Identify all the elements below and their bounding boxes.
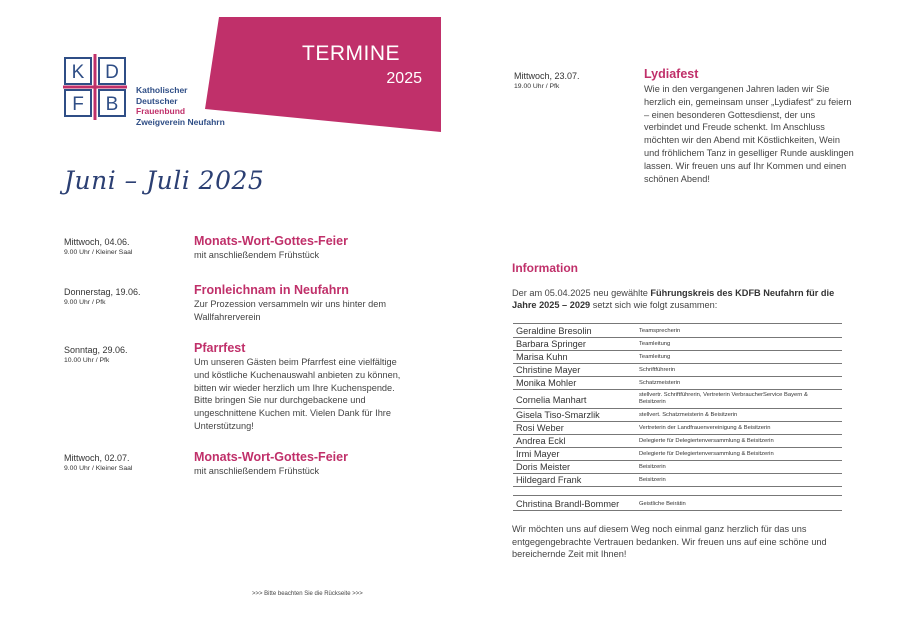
org-line-3: Frauenbund (136, 106, 186, 116)
member-name: Cornelia Manhart (516, 395, 587, 405)
logo-letter-b: B (105, 94, 119, 115)
member-row (513, 389, 842, 409)
event-description: Um unseren Gästen beim Pfarrfest eine vielfältige und köstliche Kuchenauswahl anbieten zu können, bitten wir wieder herzlich um Ihre Kuchenspende. Bitte bringen Sie nur durchgebackene und ungeschnittene Kuchen mit. Vielen Dank für Ihre Unterstützung! (194, 357, 401, 431)
member-name: Christine Mayer (516, 365, 581, 375)
information-title: Information (512, 261, 578, 275)
event-title: Monats-Wort-Gottes-Feier (194, 234, 348, 248)
page-footnote: >>> Bitte beachten Sie die Rückseite >>> (252, 591, 363, 597)
event-date: Mittwoch, 23.07. (514, 71, 580, 81)
banner-title: TERMINE (302, 42, 400, 65)
member-role: Vertreterin der Landfrauenvereinigung & Beisitzerin (639, 425, 771, 431)
event-body (194, 450, 414, 478)
event-date-block (64, 345, 128, 366)
lydiafest-title: Lydiafest (644, 67, 699, 81)
event-date: Sonntag, 29.06. (64, 345, 128, 355)
event-time: 9.00 Uhr / Pfk (64, 299, 106, 306)
member-name: Gisela Tiso-Smarzlik (516, 410, 600, 420)
event-description: mit anschließendem Frühstück (194, 250, 320, 260)
event-time: 9.00 Uhr / Kleiner Saal (64, 249, 133, 256)
member-name: Marisa Kuhn (516, 352, 568, 362)
member-role: Geistliche Beirätin (639, 501, 686, 507)
event-date-block (64, 453, 132, 474)
member-role: stellvertr. Schriftführerin, Vertreterin VerbraucherService Bayern & Beisitzerin (639, 392, 808, 405)
member-row (513, 460, 842, 474)
member-row (513, 421, 842, 435)
event-body (194, 283, 399, 324)
event-time: 10.00 Uhr / Pfk (64, 357, 110, 364)
logo-letter-f: F (72, 94, 84, 115)
intro-end-text: setzt sich wie folgt zusammen: (590, 300, 718, 310)
member-name: Andrea Eckl (516, 436, 566, 446)
member-role: Teamleitung (639, 354, 671, 360)
member-row (513, 376, 842, 390)
member-role: Beisitzerin (639, 464, 666, 470)
intro-text: Der am 05.04.2025 neu gewählte (512, 288, 651, 298)
information-intro (512, 287, 837, 311)
member-row (513, 447, 842, 461)
org-line-1: Katholischer (136, 85, 188, 95)
event-date-block (64, 237, 132, 258)
kdfb-logo (63, 54, 127, 120)
event-date: Mittwoch, 02.07. (64, 453, 130, 463)
member-name: Christina Brandl-Bommer (516, 499, 620, 509)
member-row (513, 434, 842, 448)
member-name: Barbara Springer (516, 339, 586, 349)
event-body (194, 341, 406, 433)
event-title: Pfarrfest (194, 341, 246, 355)
member-role: Teamsprecherin (639, 328, 681, 334)
event-title: Monats-Wort-Gottes-Feier (194, 450, 348, 464)
lydiafest-date-block (514, 71, 580, 92)
event-description: Zur Prozession versammeln wir uns hinter dem Wallfahrerverein (194, 299, 386, 322)
event-time: 19.00 Uhr / Pfk (514, 83, 560, 90)
intro-bold-text: Führungskreis des KDFB Neufahrn für die Jahre 2025 – 2029 (512, 288, 835, 310)
member-row (513, 408, 842, 422)
lydiafest-description: Wie in den vergangenen Jahren laden wir Sie herzlich ein, gemeinsam unser „Lydiafest“ zu feiern – einen besonderen Gottesdienst, der uns verbindet und Freude schenkt. Im Anschluss möchten wir den Abend mit Köstlichkeiten, Wein und fröhlichem Tanz in geselliger Runde ausklingen lassen. Wir freuen uns auf Ihr Kommen und einen schönen Abend! (644, 84, 854, 184)
member-name: Monika Mohler (516, 378, 577, 388)
logo-letter-d: D (105, 62, 119, 83)
member-role: Teamleitung (639, 341, 671, 347)
banner-year: 2025 (386, 70, 422, 87)
event-date-block (64, 287, 141, 308)
member-name: Doris Meister (516, 462, 571, 472)
member-role: stellvert. Schatzmeisterin & Beisitzerin (639, 412, 738, 418)
page-heading: Juni – Juli 2025 (64, 166, 265, 195)
member-name: Hildegard Frank (516, 475, 582, 485)
org-line-2: Deutscher (136, 95, 178, 106)
member-row (513, 350, 842, 364)
event-time: 9.00 Uhr / Kleiner Saal (64, 465, 133, 472)
event-date: Donnerstag, 19.06. (64, 287, 141, 297)
member-role: Schatzmeisterin (639, 380, 681, 386)
member-row (513, 473, 842, 487)
member-row (513, 363, 842, 377)
event-date: Mittwoch, 04.06. (64, 237, 130, 247)
event-description: mit anschließendem Frühstück (194, 466, 320, 476)
member-role: Schriftführerin (639, 367, 676, 373)
event-title: Fronleichnam in Neufahrn (194, 283, 349, 297)
event-body (194, 234, 414, 262)
org-line-4: Zweigverein Neufahrn (136, 116, 225, 127)
member-row (513, 495, 842, 511)
logo-letter-k: K (71, 62, 85, 83)
member-role: Delegierte für Delegiertenversammlung & Beisitzerin (639, 438, 774, 444)
member-name: Irmi Mayer (516, 449, 560, 459)
member-row (513, 323, 842, 338)
member-role: Delegierte für Delegiertenversammlung & Beisitzerin (639, 451, 774, 457)
information-outro: Wir möchten uns auf diesem Weg noch einmal ganz herzlich für das uns entgegengebrachte Vertrauen bedanken. Wir freuen uns auf eine schöne und bereichernde Zeit mit Ihnen! (512, 524, 827, 559)
member-row (513, 337, 842, 351)
member-name: Geraldine Bresolin (516, 326, 592, 336)
member-role: Beisitzerin (639, 477, 666, 483)
member-name: Rosi Weber (516, 423, 564, 433)
